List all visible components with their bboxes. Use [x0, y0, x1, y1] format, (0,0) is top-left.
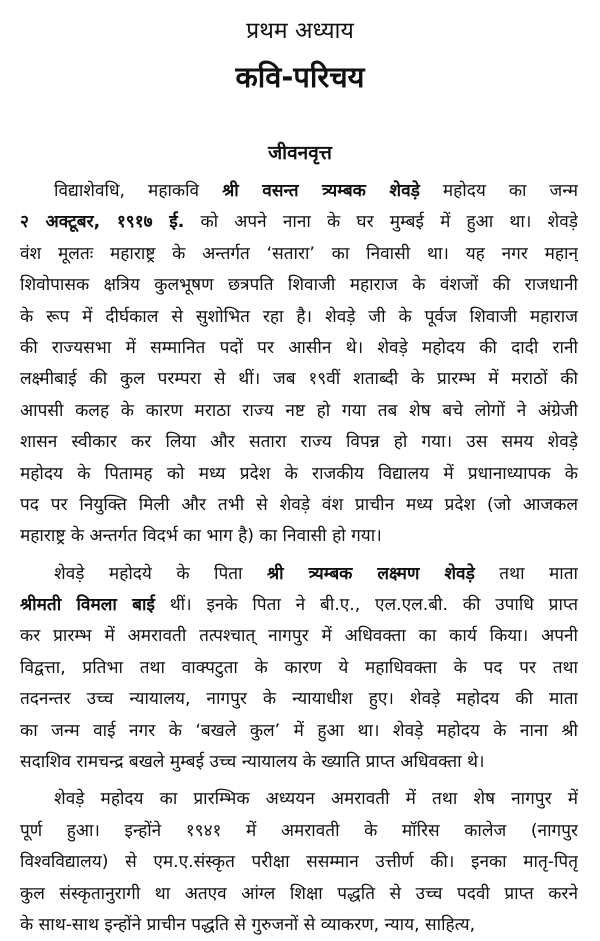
text-run: विद्याशेवधि, महाकवि	[54, 181, 223, 201]
text-run: महाराष्ट्र के अन्तर्गत विदर्भ का भाग है) का निवासी हो गया।	[20, 526, 382, 547]
text-line	[20, 559, 578, 590]
text-run: कर प्रारम्भ में अमरावती तत्पश्चात् नागपुर में अधिवक्ता का कार्य किया। अपनी	[20, 626, 578, 647]
text-run: के साथ-साथ इन्होंने प्राचीन पद्धति से गुरुजनों से व्याकरण, न्याय, साहित्य,	[20, 914, 476, 935]
text-line	[20, 490, 578, 521]
text-line	[20, 396, 578, 427]
text-line	[20, 207, 578, 238]
text-line	[20, 239, 578, 270]
text-line	[20, 427, 578, 458]
page-title: कवि-परिचय	[235, 60, 365, 94]
bold-text-run: २ अक्टूबर, १९१७ ई.	[20, 212, 185, 233]
text-line	[20, 747, 578, 778]
text-line	[20, 459, 578, 490]
text-run: को अपने नाना के घर मुम्बई में हुआ था। शेवड़े	[184, 212, 578, 233]
body-text	[20, 176, 578, 941]
text-run: थीं। इनके पिता ने बी.ए., एल.एल.बी. की उपाधि प्राप्त	[154, 595, 578, 616]
text-run: का जन्म वाई नगर के ‘बखले कुल’ में हुआ था। शेवड़े महोदय के नाना श्री	[20, 720, 578, 741]
text-line	[20, 816, 578, 847]
text-line	[20, 302, 578, 333]
text-line	[20, 364, 578, 395]
text-run: लक्ष्मीबाई की कुल परम्परा से थीं। जब १९वीं शताब्दी के प्रारम्भ में मराठों की	[20, 369, 578, 390]
text-run: सदाशिव रामचन्द्र बखले मुम्बई उच्च न्यायालय के ख्याति प्राप्त अधिवक्ता थे।	[20, 752, 485, 773]
text-line	[20, 784, 578, 815]
paragraph	[20, 176, 578, 553]
text-line	[20, 716, 578, 747]
text-line	[20, 176, 578, 207]
text-line	[20, 521, 578, 552]
text-run: तथा माता	[474, 563, 578, 584]
text-line	[20, 270, 578, 301]
bold-text-run: श्रीमती विमला बाई	[20, 595, 155, 616]
bold-text-run: श्री त्र्यम्बक लक्ष्मण शेवड़े	[266, 563, 475, 584]
text-run: शासन स्वीकार कर लिया और सतारा राज्य विपन्न हो गया। उस समय शेवड़े	[20, 432, 578, 453]
text-run: विद्वत्ता, प्रतिभा तथा वाक्पटुता के कारण ये महाधिवक्ता के पद पर तथा	[20, 657, 578, 678]
paragraph	[20, 559, 578, 779]
text-line	[20, 333, 578, 364]
text-run: शेवड़े महोदये के पिता	[54, 563, 267, 584]
text-run: तदनन्तर उच्च न्यायालय, नागपुर के न्यायाधीश हुए। शेवड़े महोदय की माता	[20, 689, 578, 710]
text-run: के रूप में दीर्घकाल से सुशोभित रहा है। शेवड़े जी के पूर्वज शिवाजी महाराज	[20, 306, 578, 327]
text-line	[20, 621, 578, 652]
text-line	[20, 847, 578, 878]
text-run: कुल संस्कृतानुरागी था अतएव आंग्ल शिक्षा पद्धति से उच्च पदवी प्राप्त करने	[20, 883, 578, 904]
section-heading: जीवनवृत्त	[268, 142, 332, 164]
text-line	[20, 879, 578, 910]
text-run: वंश मूलतः महाराष्ट्र के अन्तर्गत ‘सतारा’ का निवासी था। यह नगर महान्	[20, 243, 578, 264]
text-run: आपसी कलह के कारण मराठा राज्य नष्ट हो गया तब शेष बचे लोगों ने अंग्रेजी	[20, 400, 578, 421]
text-line	[20, 653, 578, 684]
text-line	[20, 684, 578, 715]
text-run: महोदय के पितामह को मध्य प्रदेश के राजकीय विद्यालय में प्रधानाध्यापक के	[20, 463, 578, 484]
chapter-heading: प्रथम अध्याय	[246, 18, 354, 44]
text-run: शेवड़े महोदय का प्रारम्भिक अध्ययन अमरावती में तथा शेष नागपुर में	[54, 789, 578, 810]
bold-text-run: श्री वसन्त त्र्यम्बक शेवड़े	[222, 181, 420, 201]
text-run: शिवोपासक क्षत्रिय कुलभूषण छत्रपति शिवाजी महाराज के वंशजों की राजधानी	[20, 275, 578, 296]
text-line	[20, 590, 578, 621]
paragraph	[20, 784, 578, 941]
text-run: महोदय का जन्म	[419, 181, 578, 201]
text-run: पद पर नियुक्ति मिली और तभी से शेवड़े वंश प्राचीन मध्य प्रदेश (जो आजकल	[20, 494, 578, 515]
text-run: विश्वविद्यालय) से एम.ए.संस्कृत परीक्षा ससम्मान उत्तीर्ण की। इनका मातृ-पितृ	[20, 852, 578, 873]
text-line	[20, 910, 578, 941]
text-run: पूर्ण हुआ। इन्होंने १९४१ में अमरावती के मॉरिस कालेज (नागपुर	[20, 820, 578, 841]
text-run: की राज्यसभा में सम्मानित पदों पर आसीन थे। शेवड़े महोदय की दादी रानी	[20, 337, 578, 358]
